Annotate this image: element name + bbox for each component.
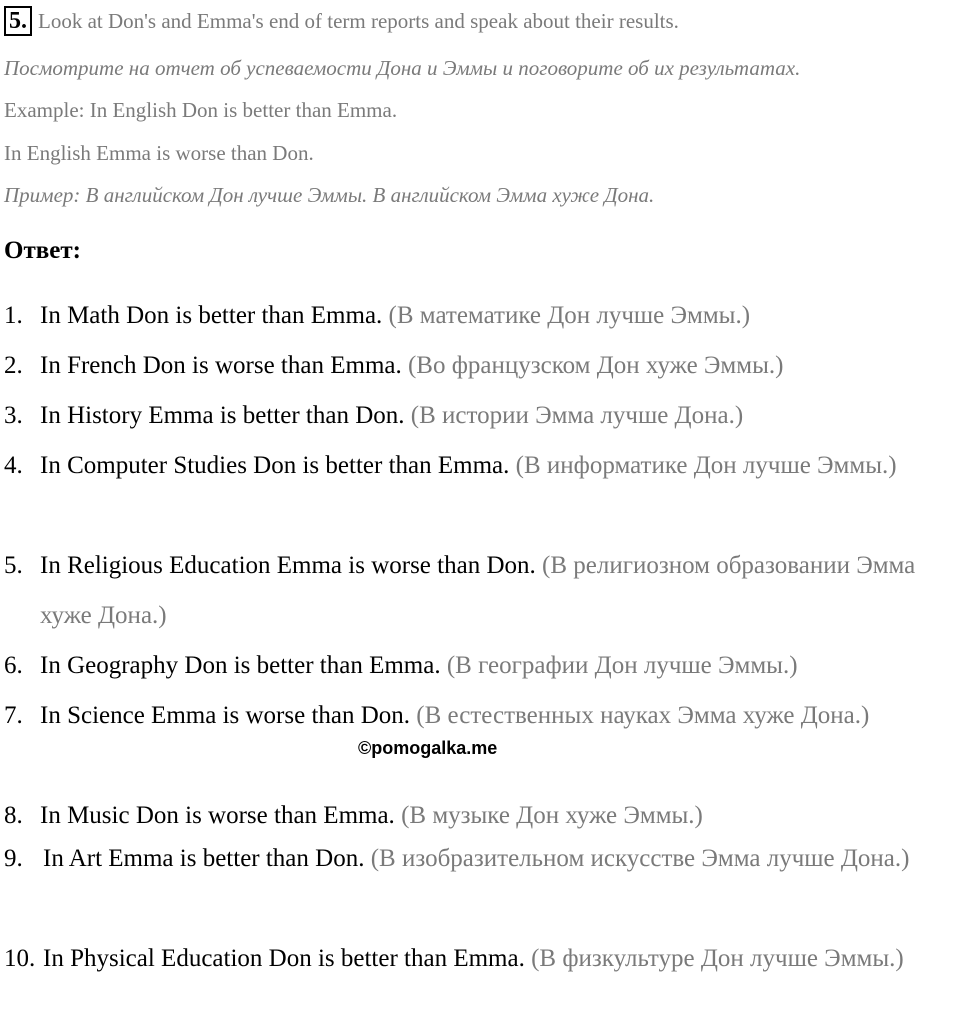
- item-english: In Physical Education Don is better than Emma.: [43, 945, 525, 972]
- item-russian: (В информатике Дон лучше Эммы.): [515, 452, 897, 479]
- item-number: 4.: [4, 452, 23, 479]
- task-instruction-en: Look at Don's and Emma's end of term reports and speak about their results.: [38, 8, 679, 33]
- item-russian: (В истории Эмма лучше Дона.): [410, 402, 744, 429]
- item-english: In Math Don is better than Emma.: [40, 302, 383, 329]
- item-russian: (В математике Дон лучше Эммы.): [388, 302, 751, 329]
- item-body: [40, 441, 958, 491]
- item-number: 5.: [4, 552, 23, 579]
- item-body: [40, 541, 958, 641]
- item-russian: (В естественных науках Эмма хуже Дона.): [416, 702, 870, 729]
- example-en-2: In English Emma is worse than Don.: [4, 141, 314, 165]
- item-number: 3.: [4, 402, 23, 429]
- item-number: 7.: [4, 702, 23, 729]
- item-body: [40, 641, 958, 691]
- item-body: [40, 341, 958, 391]
- item-english: In Religious Education Emma is worse than Don.: [40, 552, 536, 579]
- item-number: 1.: [4, 302, 23, 329]
- item-body: [40, 391, 958, 441]
- item-number: 6.: [4, 652, 23, 679]
- item-body: [43, 934, 958, 984]
- watermark: ©pomogalka.me: [358, 738, 498, 758]
- item-russian: (В физкультуре Дон лучше Эммы.): [531, 945, 904, 972]
- item-number: 9.: [4, 845, 23, 872]
- item-english: In Geography Don is better than Emma.: [40, 652, 441, 679]
- item-russian: (В религиозном образовании Эмма хуже Дона.): [40, 552, 916, 629]
- item-number: 8.: [4, 802, 23, 829]
- item-english: In Science Emma is worse than Don.: [40, 702, 411, 729]
- answer-heading: Ответ:: [4, 237, 81, 264]
- task-instruction-ru: Посмотрите на отчет об успеваемости Дона и Эммы и поговорите об их результатах.: [4, 56, 801, 80]
- task-number: 5.: [4, 6, 32, 36]
- item-number: 10.: [4, 945, 36, 972]
- task-header: [4, 4, 679, 38]
- item-body: [40, 691, 958, 741]
- item-russian: (В изобразительном искусстве Эмма лучше Дона.): [370, 845, 910, 872]
- item-english: In Art Emma is better than Don.: [43, 845, 365, 872]
- item-english: In French Don is worse than Emma.: [40, 352, 402, 379]
- item-russian: (Во французском Дон хуже Эммы.): [407, 352, 784, 379]
- item-english: In Computer Studies Don is better than Emma.: [40, 452, 510, 479]
- item-english: In History Emma is better than Don.: [40, 402, 405, 429]
- example-ru: Пример: В английском Дон лучше Эммы. В английском Эмма хуже Дона.: [4, 183, 655, 207]
- item-number: 2.: [4, 352, 23, 379]
- item-body: [40, 291, 958, 341]
- item-body: [43, 834, 958, 884]
- item-russian: (В географии Дон лучше Эммы.): [446, 652, 798, 679]
- item-english: In Music Don is worse than Emma.: [40, 802, 395, 829]
- example-en-1: Example: In English Don is better than Emma.: [4, 98, 398, 122]
- item-russian: (В музыке Дон хуже Эммы.): [401, 802, 703, 829]
